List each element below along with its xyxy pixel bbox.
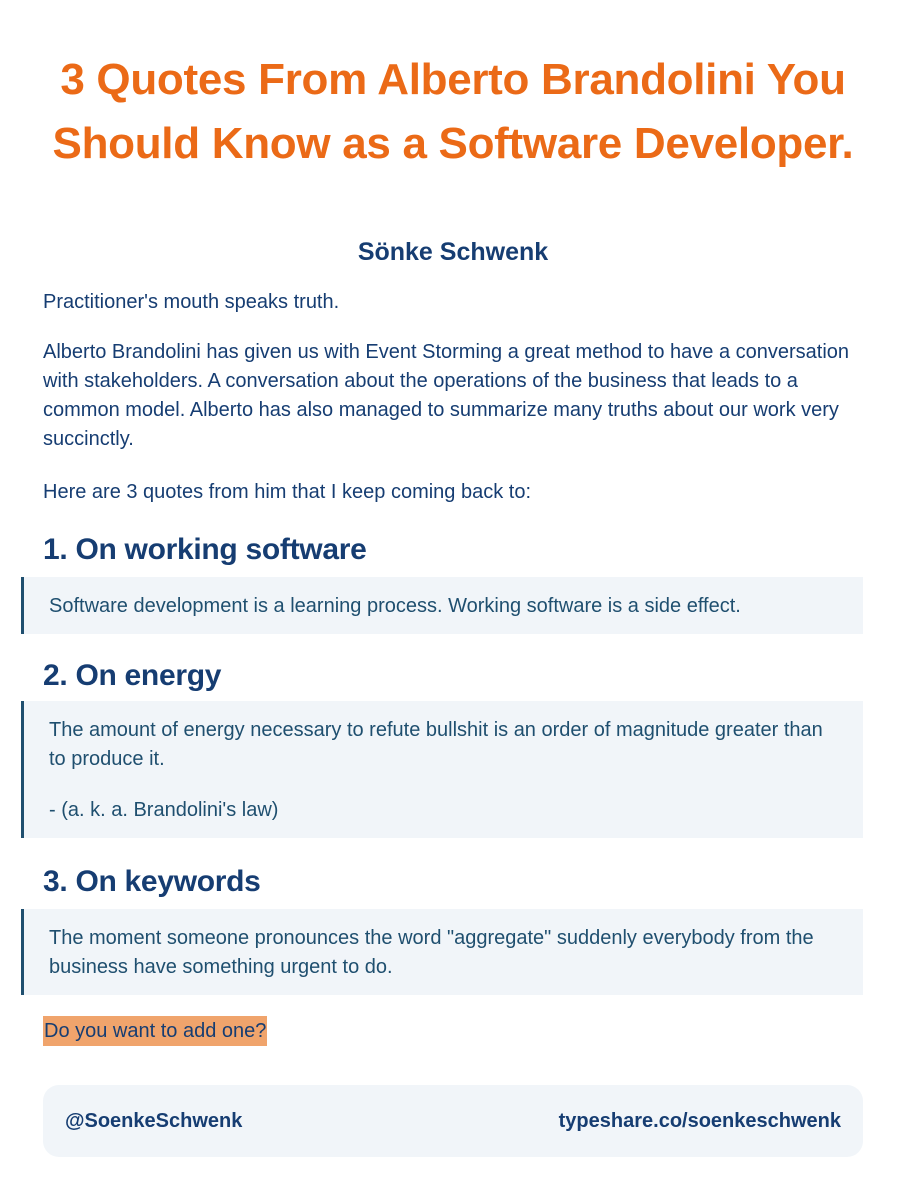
cta-wrapper (43, 1016, 267, 1046)
intro-paragraph-2: Alberto Brandolini has given us with Event Storming a great method to have a conversation with stakeholders. A conversation about the operations of the business that leads to a common model. Alberto has also managed to summarize many truths about our work very succinctly. (43, 341, 850, 450)
quote-text: The amount of energy necessary to refute bullshit is an order of magnitude greater than to produce it. (49, 719, 823, 770)
post-title: 3 Quotes From Alberto Brandolini You Should Know as a Software Developer. (52, 55, 854, 168)
cta-highlighted-text: Do you want to add one? (43, 1016, 267, 1046)
author-name: Sönke Schwenk (357, 238, 549, 266)
twitter-handle[interactable]: @SoenkeSchwenk (65, 1109, 243, 1132)
intro-paragraph-1: Practitioner's mouth speaks truth. (43, 291, 340, 313)
section-heading-keywords: 3. On keywords (43, 865, 261, 898)
quote-block-energy (21, 701, 863, 838)
quote-attribution: - (a. k. a. Brandolini's law) (49, 799, 279, 821)
quote-block-working-software (21, 577, 863, 634)
intro-paragraph-3: Here are 3 quotes from him that I keep coming back to: (43, 481, 532, 503)
quote-block-keywords (21, 909, 863, 995)
footer-bar (43, 1085, 863, 1157)
section-heading-energy: 2. On energy (43, 659, 222, 692)
typeshare-link[interactable]: typeshare.co/soenkeschwenk (558, 1109, 841, 1132)
section-heading-working-software: 1. On working software (43, 533, 367, 566)
quote-text: The moment someone pronounces the word "aggregate" suddenly everybody from the business have something urgent to do. (49, 927, 814, 978)
quote-text: Software development is a learning process. Working software is a side effect. (49, 595, 741, 617)
